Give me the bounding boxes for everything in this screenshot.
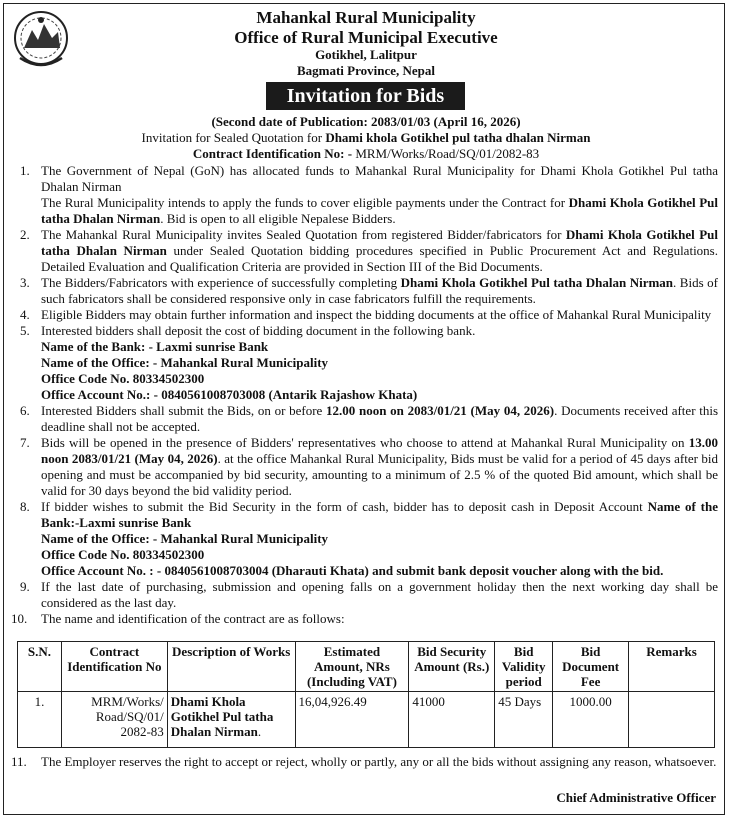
clause-11-body (8, 754, 718, 770)
sn-cell: 1. (18, 692, 62, 748)
bank-name: Name of the Bank:-Laxmi sunrise Bank (41, 499, 718, 530)
publication-date: (Second date of Publication: 2083/01/03 (April 16, 2026) (211, 114, 521, 129)
opening-time: 13.00 noon 2083/01/21 (May 04, 2026) (41, 435, 718, 466)
office-name-line: Name of the Office: - Mahankal Rural Municipality (41, 355, 329, 370)
clause-number: 4. (20, 307, 30, 322)
office-address: Gotikhel, Lalitpur (315, 47, 417, 62)
clause-text-part: If bidder wishes to submit the Bid Security in the form of cash, bidder has to deposit cash in Deposit Account (41, 499, 648, 514)
clause-1 (8, 163, 718, 227)
clause-number: 11. (11, 754, 27, 769)
project-name: Dhami Khola Gotikhel Pul tatha Dhalan Nirman (41, 227, 718, 258)
invitation-prefix: Invitation for Sealed Quotation for (141, 130, 326, 145)
clause-number: 3. (20, 275, 30, 290)
invitation-line (0, 130, 732, 146)
column-header: Bid Document Fee (553, 642, 629, 692)
clause-text: The Employer reserves the right to accept or reject, wholly or partly, any or all the bids without assigning any reason, whatsoever. (41, 754, 717, 769)
clause-9 (8, 579, 718, 611)
table-header-row (18, 642, 715, 692)
submission-deadline: 12.00 noon on 2083/01/21 (May 04, 2026) (326, 403, 555, 418)
security-cell: 41000 (409, 692, 495, 748)
clause-text-part: The Rural Municipality intends to apply the funds to cover eligible payments under the Contract for (41, 195, 569, 210)
office-name-line: Name of the Office: - Mahankal Rural Municipality (41, 531, 329, 546)
province: Bagmati Province, Nepal (296, 63, 436, 78)
office-account: Office Account No. : - 0840561008703004 (Dharauti Khata) and submit bank deposit voucher along with the bid. (41, 563, 664, 578)
validity-cell: 45 Days (495, 692, 553, 748)
contract-id-label: Contract Identification No: - (192, 146, 356, 161)
project-name: Dhami Khola Gotikhel Pul tatha Dhalan Nirman (41, 195, 718, 226)
contract-table (17, 641, 715, 748)
clause-5 (8, 323, 718, 403)
page-title: Invitation for Bids (266, 82, 465, 110)
office-code: Office Code No. 80334502300 (41, 547, 205, 562)
clause-text (41, 499, 718, 531)
clause-text: Interested bidders shall deposit the cost of bidding document in the following bank. (41, 323, 476, 338)
description-tail: . (257, 724, 262, 739)
clause-10 (8, 611, 718, 627)
office-account: Office Account No.: - 0840561008703008 (Antarik Rajashow Khata) (41, 387, 418, 402)
bid-clauses (8, 163, 718, 627)
clause-11 (8, 754, 718, 770)
description-bold: Dhami Khola Gotikhel Pul tatha Dhalan Nirman (170, 694, 274, 739)
column-header: Estimated Amount, NRs (Including VAT) (295, 642, 409, 692)
clause-text-part: The Mahankal Rural Municipality invites Sealed Quotation from registered Bidder/fabricators for (41, 227, 566, 242)
clause-text-part: . Bids of such fabricators shall be considered responsive only in case fabricators fulfill the requirements. (41, 275, 718, 306)
clause-text: The name and identification of the contract are as follows: (41, 611, 345, 626)
fee-cell: 1000.00 (553, 692, 629, 748)
clause-number: 1. (20, 163, 30, 178)
clause-text-part: Interested Bidders shall submit the Bids, on or before (41, 403, 327, 418)
office-code: Office Code No. 80334502300 (41, 371, 205, 386)
column-header: Remarks (629, 642, 715, 692)
contract-id-value: MRM/Works/Road/SQ/01/2082-83 (355, 146, 540, 161)
clause-text: The Government of Nepal (GoN) has allocated funds to Mahankal Rural Municipality for Dhami Khola Gotikhel Pul tatha Dhalan Nirman (41, 163, 718, 194)
clause-text-part: . Bid is open to all eligible Nepalese Bidders. (160, 211, 396, 226)
column-header: S.N. (18, 642, 62, 692)
invitation-project: Dhami khola Gotikhel pul tatha dhalan Nirman (325, 130, 591, 145)
column-header: Description of Works (167, 642, 295, 692)
clause-number: 5. (20, 323, 30, 338)
clause-text (41, 227, 718, 275)
clause-text (41, 403, 718, 435)
remarks-cell (629, 692, 715, 748)
clause-2 (8, 227, 718, 275)
description-cell (167, 692, 295, 748)
column-header: Bid Validity period (495, 642, 553, 692)
office-name: Office of Rural Municipal Executive (234, 28, 498, 47)
clause-text-part: Bids will be opened in the presence of Bidders' representatives who choose to attend at Mahankal Rural Municipality on (41, 435, 689, 450)
clause-text (41, 435, 718, 499)
clause-7 (8, 435, 718, 499)
clause-number: 10. (11, 611, 28, 626)
bank-name: Name of the Bank: - Laxmi sunrise Bank (41, 339, 269, 354)
clause-8 (8, 499, 718, 579)
clause-number: 2. (20, 227, 30, 242)
column-header: Contract Identification No (61, 642, 167, 692)
clause-number: 6. (20, 403, 30, 418)
clause-text-part: . Documents received after this deadline shall not be accepted. (41, 403, 719, 434)
clause-text: Eligible Bidders may obtain further information and inspect the bidding documents at the office of Mahankal Rural Municipality (41, 307, 712, 322)
amount-cell: 16,04,926.49 (295, 692, 409, 748)
clause-text-part: under Sealed Quotation bidding procedures specified in Public Procurement Act and Regulations. Detailed Evaluation and Qualification Criteria are provided in Section III of the Bid Documents. (41, 243, 718, 274)
clause-text (41, 275, 718, 307)
clause-text-part: The Bidders/Fabricators with experience of successfully completing (41, 275, 401, 290)
clause-text: If the last date of purchasing, submission and opening falls on a government holiday then the next working day shall be considered as the last day. (41, 579, 718, 610)
clause-number: 7. (20, 435, 30, 450)
column-header: Bid Security Amount (Rs.) (409, 642, 495, 692)
table-row (18, 692, 715, 748)
contract-id-cell: MRM/Works/ Road/SQ/01/ 2082-83 (61, 692, 167, 748)
clause-text-part: . at the office Mahankal Rural Municipality, Bids must be valid for a period of 45 days after bid opening and must be accompanied by bid security, amounting to a minimum of 2.5 % of the quoted Bid amount, which shall be valid for 30 days beyond the bid validity period. (41, 451, 718, 498)
clause-4 (8, 307, 718, 323)
clause-3 (8, 275, 718, 307)
project-name: Dhami Khola Gotikhel Pul tatha Dhalan Nirman (400, 275, 674, 290)
contract-id-line (0, 146, 732, 162)
clause-6 (8, 403, 718, 435)
signature-title: Chief Administrative Officer (556, 790, 716, 805)
clause-number: 9. (20, 579, 30, 594)
municipality-name: Mahankal Rural Municipality (256, 8, 476, 27)
clause-number: 8. (20, 499, 30, 514)
clause-text (41, 195, 718, 227)
